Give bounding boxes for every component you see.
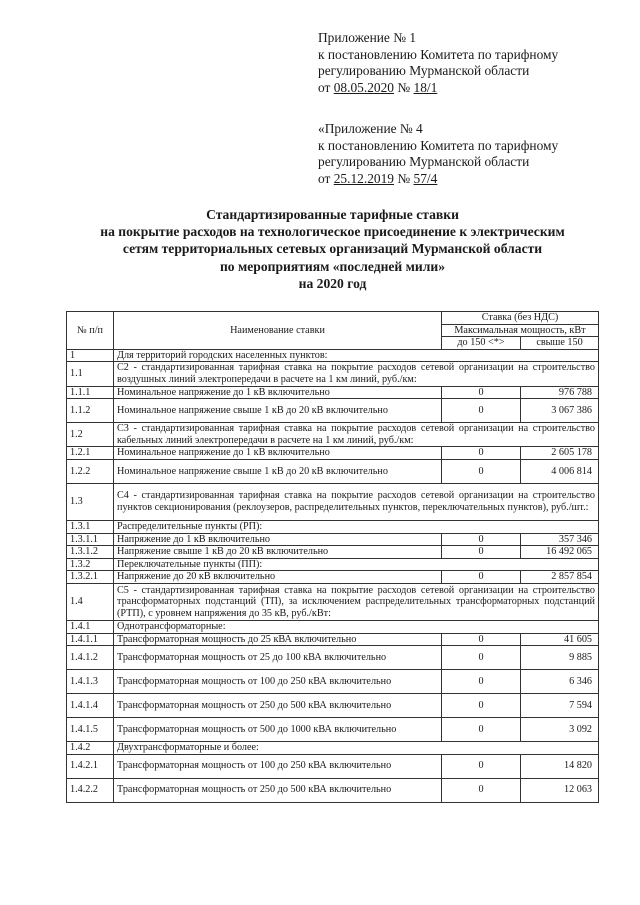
row-name: С5 - стандартизированная тарифная ставка на покрытие расходов сетевой организации на строительство трансформаторных подстанций (ТП), за исключением распределительных трансформаторных подстанций (РТП), с уровнем напряжения до 35 кВ, руб./кВт: (114, 583, 599, 620)
title-line: на 2020 год (298, 275, 367, 291)
row-num: 1.4.2.2 (67, 778, 114, 802)
row-name: Номинальное напряжение до 1 кВ включительно (114, 386, 442, 399)
row-value-low: 0 (442, 754, 521, 778)
title-line: Стандартизированные тарифные ставки (206, 207, 459, 222)
row-num: 1.4.1.3 (67, 670, 114, 694)
row-num: 1.3.2 (67, 558, 114, 571)
stamp-date-line (318, 171, 618, 188)
table-row (67, 694, 599, 718)
stamp-line: «Приложение № 4 (318, 121, 423, 136)
stamp-number: 18/1 (413, 79, 438, 95)
row-value-low: 0 (442, 399, 521, 423)
table-row (67, 423, 599, 447)
row-value-low: 0 (442, 718, 521, 742)
row-value-high: 976 788 (521, 386, 599, 399)
table-row (67, 459, 599, 483)
table-row (67, 646, 599, 670)
row-name: Трансформаторная мощность от 500 до 1000 кВА включительно (114, 718, 442, 742)
table-row (67, 754, 599, 778)
header-col-high: свыше 150 (521, 337, 599, 350)
row-num: 1.4.2.1 (67, 754, 114, 778)
row-name: Трансформаторная мощность до 25 кВА включительно (114, 633, 442, 646)
row-num: 1.2 (67, 423, 114, 447)
table-row (67, 399, 599, 423)
row-name: Трансформаторная мощность от 100 до 250 кВА включительно (114, 754, 442, 778)
row-num: 1.4.1.1 (67, 633, 114, 646)
stamp-line: к постановлению Комитета по тарифному (318, 137, 559, 153)
row-num: 1 (67, 349, 114, 362)
row-num: 1.1 (67, 362, 114, 386)
row-num: 1.3.1.1 (67, 533, 114, 546)
row-name: Номинальное напряжение свыше 1 кВ до 20 кВ включительно (114, 399, 442, 423)
appendix-stamp-1 (318, 30, 618, 96)
row-name: С2 - стандартизированная тарифная ставка на покрытие расходов сетевой организации на строительство воздушных линий электропередачи в расчете на 1 км линий, руб./км: (114, 362, 599, 386)
row-value-high: 2 605 178 (521, 447, 599, 460)
table-row (67, 742, 599, 755)
row-value-low: 0 (442, 546, 521, 559)
row-num: 1.3.1 (67, 520, 114, 533)
row-name: Трансформаторная мощность от 100 до 250 кВА включительно (114, 670, 442, 694)
row-num: 1.4.2 (67, 742, 114, 755)
table-row (67, 546, 599, 559)
row-num: 1.2.1 (67, 447, 114, 460)
row-value-high: 14 820 (521, 754, 599, 778)
row-num: 1.2.2 (67, 459, 114, 483)
table-row (67, 558, 599, 571)
stamp-line: регулированию Мурманской области (318, 63, 530, 78)
row-value-high: 357 346 (521, 533, 599, 546)
stamp-line: Приложение № 1 (318, 30, 417, 45)
table-row (67, 447, 599, 460)
row-num: 1.4.1.5 (67, 718, 114, 742)
header-num: № п/п (67, 312, 114, 350)
stamp-number-sign: № (397, 79, 411, 95)
table-row (67, 349, 599, 362)
title-line: на покрытие расходов на технологическое присоединение к электрическим (100, 224, 565, 240)
row-name: Номинальное напряжение до 1 кВ включительно (114, 447, 442, 460)
stamp-date-prefix: от (318, 170, 331, 186)
row-value-low: 0 (442, 571, 521, 584)
header-col-low: до 150 <*> (442, 337, 521, 350)
row-num: 1.3.2.1 (67, 571, 114, 584)
row-name: Трансформаторная мощность от 250 до 500 кВА включительно (114, 694, 442, 718)
row-num: 1.4.1 (67, 620, 114, 633)
row-value-high: 3 092 (521, 718, 599, 742)
header-name: Наименование ставки (114, 312, 442, 350)
title-line: сетям территориальных сетевых организаций Мурманской области (122, 241, 543, 257)
row-num: 1.3.1.2 (67, 546, 114, 559)
stamp-date: 08.05.2020 (333, 79, 394, 95)
row-value-high: 7 594 (521, 694, 599, 718)
row-value-high: 9 885 (521, 646, 599, 670)
row-value-low: 0 (442, 459, 521, 483)
table-row (67, 362, 599, 386)
row-name: Трансформаторная мощность от 25 до 100 кВА включительно (114, 646, 442, 670)
row-value-low: 0 (442, 694, 521, 718)
table-row (67, 386, 599, 399)
row-name: Номинальное напряжение свыше 1 кВ до 20 кВ включительно (114, 459, 442, 483)
row-value-low: 0 (442, 386, 521, 399)
row-name: Двухтрансформаторные и более: (114, 742, 599, 755)
row-value-low: 0 (442, 646, 521, 670)
stamp-number: 57/4 (413, 170, 438, 186)
row-name: Напряжение до 20 кВ включительно (114, 571, 442, 584)
row-value-high: 6 346 (521, 670, 599, 694)
table-row (67, 633, 599, 646)
row-value-high: 4 006 814 (521, 459, 599, 483)
stamp-date-prefix: от (318, 79, 331, 95)
table-row (67, 670, 599, 694)
row-value-high: 41 605 (521, 633, 599, 646)
table-row (67, 483, 599, 520)
row-name: Для территорий городских населенных пунктов: (114, 349, 599, 362)
stamp-date: 25.12.2019 (333, 170, 394, 186)
row-value-low: 0 (442, 447, 521, 460)
stamp-line: к постановлению Комитета по тарифному (318, 46, 559, 62)
tariff-rates-table (66, 311, 599, 803)
table-row (67, 533, 599, 546)
stamp-date-line (318, 80, 618, 97)
row-value-low: 0 (442, 633, 521, 646)
row-value-high: 3 067 386 (521, 399, 599, 423)
table-row (67, 718, 599, 742)
header-power: Максимальная мощность, кВт (442, 324, 599, 337)
table-row (67, 571, 599, 584)
row-name: С3 - стандартизированная тарифная ставка на покрытие расходов сетевой организации на строительство кабельных линий электропередачи в расчете на 1 км линий, руб./км: (114, 423, 599, 447)
row-value-low: 0 (442, 533, 521, 546)
stamp-line: регулированию Мурманской области (318, 154, 530, 169)
row-num: 1.1.2 (67, 399, 114, 423)
header-rate: Ставка (без НДС) (442, 312, 599, 325)
document-title (40, 206, 625, 292)
row-value-low: 0 (442, 778, 521, 802)
row-value-high: 2 857 854 (521, 571, 599, 584)
row-name: Однотрансформаторные: (114, 620, 599, 633)
row-num: 1.4 (67, 583, 114, 620)
table-row (67, 520, 599, 533)
row-value-high: 12 063 (521, 778, 599, 802)
row-name: Переключательные пункты (ПП): (114, 558, 599, 571)
table-row (67, 583, 599, 620)
row-value-low: 0 (442, 670, 521, 694)
row-name: Напряжение до 1 кВ включительно (114, 533, 442, 546)
row-num: 1.4.1.2 (67, 646, 114, 670)
row-value-high: 16 492 065 (521, 546, 599, 559)
appendix-stamp-2 (318, 121, 618, 187)
row-name: Напряжение свыше 1 кВ до 20 кВ включительно (114, 546, 442, 559)
row-num: 1.1.1 (67, 386, 114, 399)
stamp-number-sign: № (397, 170, 411, 186)
row-name: С4 - стандартизированная тарифная ставка на покрытие расходов сетевой организации на строительство пунктов секционирования (реклоузеров, распределительных пунктов, переключательных пунктов), руб./шт.: (114, 483, 599, 520)
table-row (67, 620, 599, 633)
title-line: по мероприятиям «последней мили» (219, 258, 446, 274)
row-name: Трансформаторная мощность от 250 до 500 кВА включительно (114, 778, 442, 802)
table-row (67, 778, 599, 802)
row-num: 1.4.1.4 (67, 694, 114, 718)
row-num: 1.3 (67, 483, 114, 520)
row-name: Распределительные пункты (РП): (114, 520, 599, 533)
